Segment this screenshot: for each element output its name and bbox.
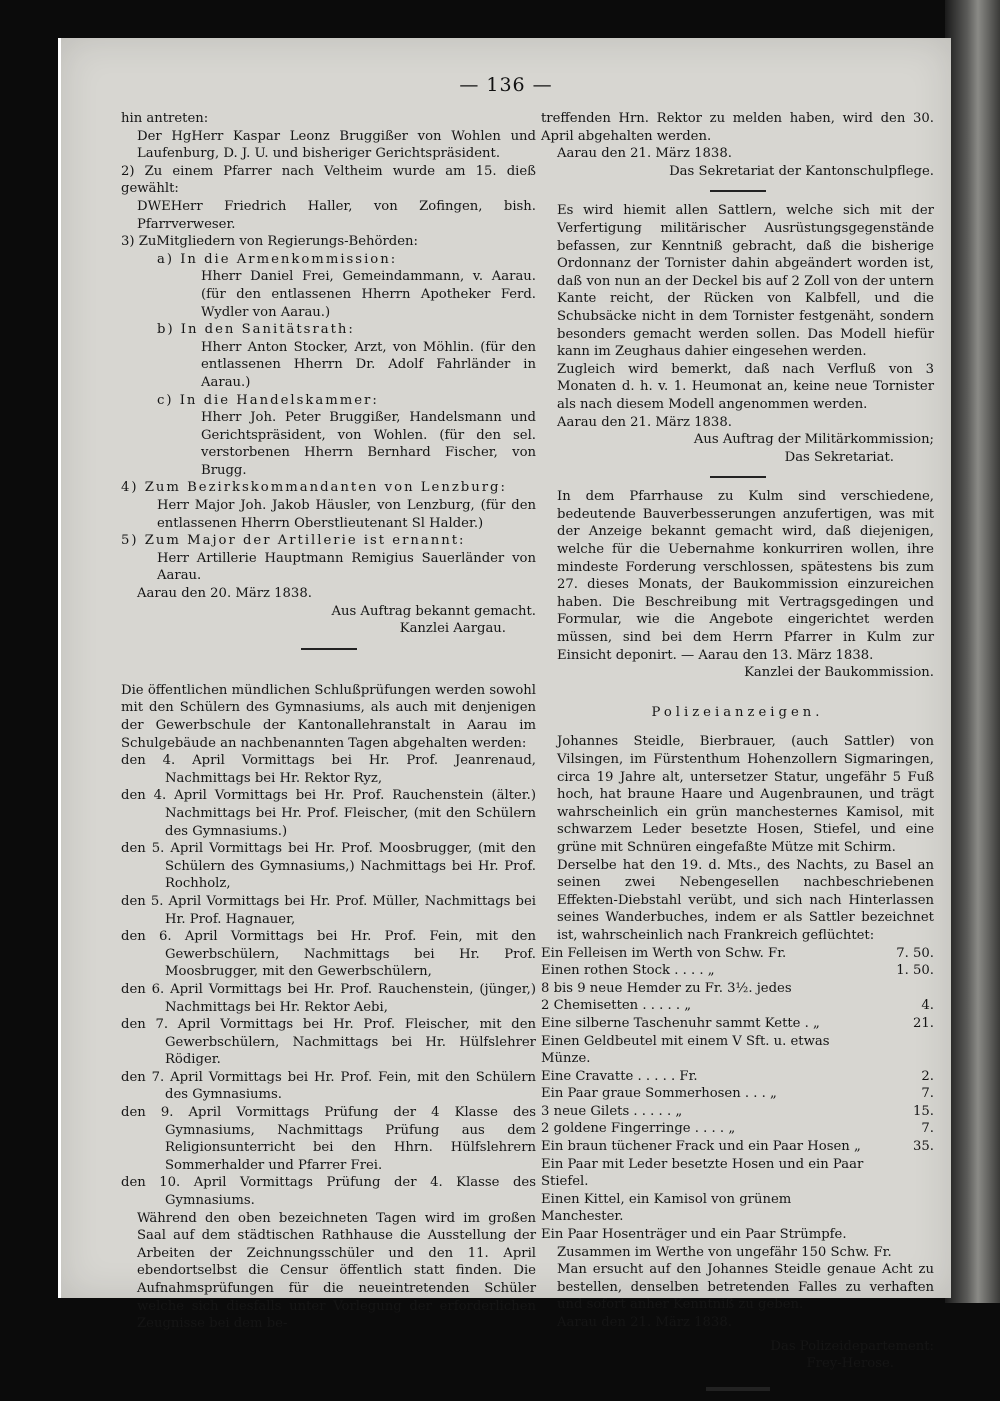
continued-text: treffenden Hrn. Rektor zu melden haben, wird den 30. April abgehalten werden.	[541, 111, 934, 144]
police-notice: Johannes Steidle, Bierbrauer, (auch Sattler) von Vilsingen, im Fürstenthum Hohenzollern Sigmaringen, circa 19 Jahre alt, untersetzer Statur, ungefähr 5 Fuß hoch, hat braune Haare und Augenbraunen, und trägt wahrscheinlich ein grün manchesternes Kamisol, mit schwarzem Leder besetzte Hosen, Stiefel, und eine grüne mit Schnüren eingefaßte Mütze mit Schirm.	[557, 734, 934, 855]
exam-closing: Während den oben bezeichneten Tagen wird im großen Saal auf dem städtischen Rathhause die Ausstellung der Arbeiten der Zeichnungsschüler und den 11. April ebendortselbst die Censur öffentlich statt finden. Die Aufnahmsprüfungen für die neueintretenden Schüler welche sich diesfalls unter Vorlegung der erforderlichen Zeugnisse bei dem be-	[137, 1210, 536, 1332]
stolen-item-row	[541, 962, 934, 980]
item-label: 2 Chemisetten . . . . . „	[541, 998, 692, 1014]
item-amount	[864, 1156, 934, 1191]
request-line: Man ersucht auf den Johannes Steidle genaue Acht zu bestellen, denselben betretenden Falles zu verhaften und sofort anher Kenntniß zu geben.	[557, 1262, 934, 1313]
item-label: Ein braun tüchener Frack und ein Paar Hosen „	[541, 1139, 861, 1155]
date-line: Aarau den 21. März 1838.	[557, 146, 732, 162]
page-number: — 136 —	[459, 74, 553, 96]
exam-entry: den 4. April Vormittags bei Hr. Prof. Jeanrenaud, Nachmittags bei Hr. Rektor Ryz,	[121, 753, 536, 786]
date-line: Aarau den 21. März 1838.	[557, 1315, 732, 1330]
exam-entry: den 5. April Vormittags bei Hr. Prof. Müller, Nachmittags bei Hr. Prof. Hagnauer,	[121, 893, 536, 927]
date-line: Aarau den 21. März 1838.	[557, 414, 732, 430]
appointment-5-head: 5) Zum Major der Artillerie ist ernannt:	[121, 533, 466, 549]
item-amount: 1. 50.	[896, 963, 934, 979]
item-label: Ein Paar mit Leder besetzte Hosen und ein Paar Stiefel.	[541, 1156, 864, 1190]
exam-entry: den 10. April Vormittags Prüfung der 4. Klasse des Gymnasiums.	[121, 1175, 536, 1209]
appointment-2-body: DWEHerr Friedrich Haller, von Zofingen, bish. Pfarrverweser.	[137, 198, 536, 232]
item-label: 8 bis 9 neue Hemder zu Fr. 3½. jedes	[541, 980, 792, 996]
item-amount	[864, 1226, 934, 1244]
appointment-4-head: 4) Zum Bezirkskommandanten von Lenzburg:	[121, 480, 507, 496]
sattler-notice: Es wird hiemit allen Sattlern, welche sich mit der Verfertigung militärischer Ausrüstungsgegenstände befassen, zur Kenntniß gebracht, daß die bisherige Ordonnanz der Tornister dahin abgeändert worden ist, daß von nun an der Deckel bis auf 2 Zoll von der untern Kante reicht, der Rücken von Kalbfell, und die Schubsäcke nicht in dem Tornister festgenäht, sondern besonders gemacht werden sollen. Das Modell hiefür kann im Zeughaus dahier eingesehen werden.	[557, 203, 934, 360]
stolen-item-row	[541, 945, 934, 963]
appointment-3c-head: c) In die Handelskammer:	[157, 392, 379, 408]
exam-entry: den 6. April Vormittags bei Hr. Prof. Rauchenstein, (jünger,) Nachmittags bei Hr. Rektor Aebi,	[121, 981, 536, 1015]
total-line: Zusammen im Werthe von ungefähr 150 Schw. Fr.	[557, 1244, 892, 1260]
signature-line: Das Polizeidepartement:	[770, 1338, 934, 1354]
stolen-item-row	[541, 1138, 934, 1156]
item-amount: 35.	[913, 1139, 934, 1155]
sattler-notice-2: Zugleich wird bemerkt, daß nach Verfluß von 3 Monaten d. h. v. 1. Heumonat an, keine neue Tornister als nach diesem Modell angenommen werden.	[557, 361, 934, 412]
item-amount	[864, 1191, 934, 1226]
stolen-item-row	[541, 980, 934, 998]
newspaper-page	[58, 38, 951, 1372]
item-amount: 2.	[921, 1068, 934, 1084]
signature-line: Aus Auftrag bekannt gemacht.	[331, 603, 536, 619]
item-label: Ein Paar graue Sommerhosen . . . „	[541, 1086, 777, 1102]
exam-entry: den 5. April Vormittags bei Hr. Prof. Moosbrugger, (mit den Schülern des Gymnasiums,) Nachmittags bei Hr. Prof. Rochholz,	[121, 841, 536, 892]
left-column	[121, 110, 536, 1333]
end-divider	[706, 1387, 770, 1391]
item-amount	[864, 1033, 934, 1068]
item-label: 2 goldene Fingerringe . . . . „	[541, 1121, 736, 1137]
appointment-3a-body: Hherr Daniel Frei, Gemeindammann, v. Aarau. (für den entlassenen Hherrn Apotheker Ferd. Wydler von Aarau.)	[201, 269, 536, 320]
signature-name: Frey-Herose.	[806, 1356, 894, 1372]
signature-line: Das Sekretariat der Kantonschulpflege.	[669, 163, 934, 179]
signature-line: Aus Auftrag der Militärkommission;	[693, 432, 934, 448]
date-line: Aarau den 20. März 1838.	[137, 586, 312, 602]
appointment-4-body: Herr Major Joh. Jakob Häusler, von Lenzburg, (für den entlassenen Hherrn Oberstlieutenant Sl Halder.)	[157, 498, 536, 531]
stolen-item-row	[541, 1033, 934, 1068]
item-amount: 21.	[913, 1015, 934, 1031]
stolen-item-row	[541, 1068, 934, 1086]
signature-line: Kanzlei der Baukommission.	[744, 665, 934, 681]
item-label: Eine Cravatte . . . . . Fr.	[541, 1068, 698, 1084]
police-heading: Polizeianzeigen.	[651, 704, 824, 720]
right-column	[541, 110, 934, 1401]
signature-office: Das Sekretariat.	[784, 449, 894, 465]
item-label: Einen Kittel, ein Kamisol von grünem Manchester.	[541, 1191, 792, 1225]
stolen-item-row	[541, 1120, 934, 1138]
stolen-item-row	[541, 1103, 934, 1121]
police-notice-2: Derselbe hat den 19. d. Mts., des Nachts, zu Basel an seinen zwei Nebengesellen nachbeschriebenen Effekten-Diebstahl verübt, und sich nach Hinterlassen seines Wanderbuches, indem er als Sattler bezeichnet ist, wahrscheinlich nach Frankreich geflüchtet:	[557, 857, 934, 943]
appointment-5-body: Herr Artillerie Hauptmann Remigius Sauerländer von Aarau.	[157, 550, 536, 584]
stolen-items-list	[541, 945, 934, 1244]
opening-line: hin antreten:	[121, 111, 209, 126]
exam-entry: den 7. April Vormittags bei Hr. Prof. Fein, mit den Schülern des Gymnasiums.	[121, 1069, 536, 1103]
book-spine	[945, 0, 1000, 1303]
item-amount: 7.	[921, 1086, 934, 1102]
stolen-item-row	[541, 1191, 934, 1226]
item-label: Ein Felleisen im Werth von Schw. Fr.	[541, 945, 787, 961]
exam-entry: den 6. April Vormittags bei Hr. Prof. Fein, mit den Gewerbschülern, Nachmittags bei Hr. Prof. Moosbrugger, mit den Gewerbschülern,	[121, 929, 536, 980]
exam-entry: den 7. April Vormittags bei Hr. Prof. Fleischer, mit den Gewerbschülern, Nachmittags bei Hr. Hülfslehrer Rödiger.	[121, 1017, 536, 1068]
item-label: 3 neue Gilets . . . . . „	[541, 1103, 683, 1119]
section-divider	[301, 648, 357, 650]
item-amount	[864, 980, 934, 998]
appointment-3b-head: b) In den Sanitätsrath:	[157, 322, 355, 338]
appointment-1: Der HgHerr Kaspar Leonz Bruggißer von Wohlen und Laufenburg, D. J. U. und bisheriger Gerichtspräsident.	[137, 128, 536, 162]
appointment-3b-body: Hherr Anton Stocker, Arzt, von Möhlin. (für den entlassenen Hherrn Dr. Adolf Fahrländer in Aarau.)	[201, 339, 536, 390]
stolen-item-row	[541, 1015, 934, 1033]
section-divider	[710, 190, 766, 192]
appointment-2-head: 2) Zu einem Pfarrer nach Veltheim wurde am 15. dieß gewählt:	[121, 163, 536, 197]
exam-intro: Die öffentlichen mündlichen Schlußprüfungen werden sowohl mit den Schülern des Gymnasiums, als auch mit denjenigen der Gewerbschule der Kantonallehranstalt in Aarau im Schulgebäude an nachbenannten Tagen abgehalten werden:	[121, 682, 536, 751]
item-amount: 7.	[921, 1121, 934, 1137]
exam-entry: den 9. April Vormittags Prüfung der 4 Klasse des Gymnasiums, Nachmittags Prüfung aus dem Religionsunterricht bei den Hhrn. Hülfslehrern Sommerhalder und Pfarrer Frei.	[121, 1105, 536, 1173]
item-amount: 15.	[913, 1103, 934, 1119]
item-label: Einen Geldbeutel mit einem V Sft. u. etwas Münze.	[541, 1033, 830, 1067]
appointment-3-head: 3) ZuMitgliedern von Regierungs-Behörden:	[121, 234, 418, 250]
item-amount: 7. 50.	[896, 945, 934, 961]
section-divider	[710, 476, 766, 478]
signature-office: Kanzlei Aargau.	[399, 621, 506, 637]
exam-entry: den 4. April Vormittags bei Hr. Prof. Rauchenstein (älter.) Nachmittags bei Hr. Prof. Fleischer, (mit den Schülern des Gymnasiums.)	[121, 788, 536, 839]
stolen-item-row	[541, 1156, 934, 1191]
stolen-item-row	[541, 997, 934, 1015]
item-label: Ein Paar Hosenträger und ein Paar Strümpfe.	[541, 1227, 847, 1243]
item-label: Eine silberne Taschenuhr sammt Kette . „	[541, 1015, 820, 1031]
appointment-3a-head: a) In die Armenkommission:	[157, 251, 398, 267]
stolen-item-row	[541, 1085, 934, 1103]
item-label: Einen rothen Stock . . . . „	[541, 963, 715, 979]
item-amount: 4.	[921, 998, 934, 1014]
kulm-notice: In dem Pfarrhause zu Kulm sind verschiedene, bedeutende Bauverbesserungen anzufertigen, was mit der Anzeige bekannt gemacht wird, daß diejenigen, welche für die Uebernahme konkurriren wollen, ihre mindeste Forderung verschlossen, spätestens bis zum 27. dieses Monats, der Baukommission einzureichen haben. Die Beschreibung mit Vertragsgedingen und Formular, wie die Angebote eingerichtet werden müssen, sind bei dem Herrn Pfarrer in Kulm zur Einsicht deponirt. — Aarau den 13. März 1838.	[557, 489, 934, 663]
appointment-3c-body: Hherr Joh. Peter Bruggißer, Handelsmann und Gerichtspräsident, von Wohlen. (für den sel. verstorbenen Hherrn Bernhard Fischer, von Brugg.	[201, 410, 536, 478]
stolen-item-row	[541, 1226, 934, 1244]
